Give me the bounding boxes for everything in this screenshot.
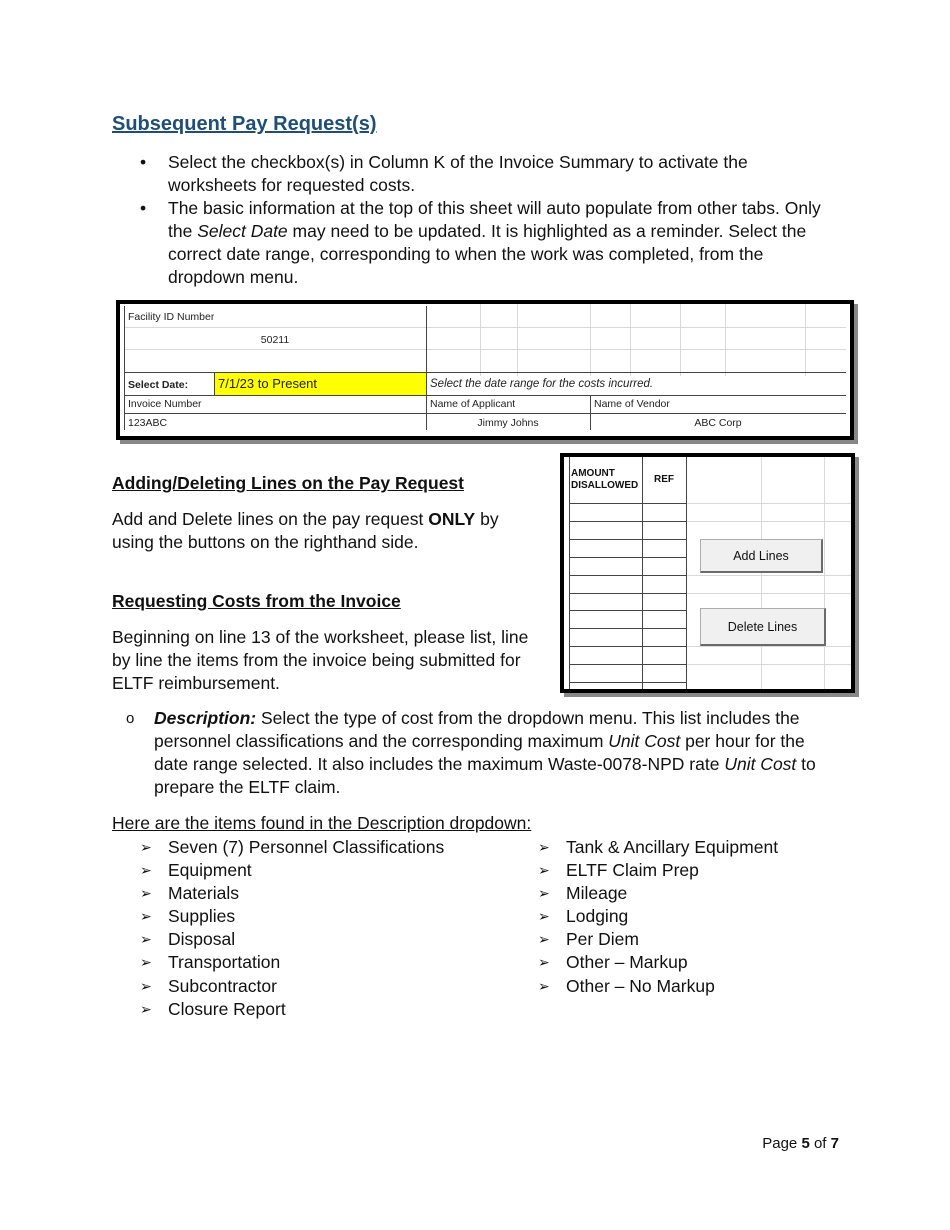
circle-bullet-icon: o (126, 710, 135, 727)
bullet-text: The basic information at the top of this sheet will auto populate from other tabs. Only the (168, 198, 821, 241)
description-text (154, 707, 834, 799)
list-item (538, 836, 778, 859)
dropdown-items-label: Here are the items found in the Description dropdown: (112, 813, 532, 833)
list-item-text: Transportation (168, 952, 281, 973)
desc-text: to prepare the ELTF claim. (154, 754, 816, 797)
arrow-bullet-icon: ➢ (140, 839, 152, 855)
instructions-list (112, 151, 832, 289)
desc-emphasis: Unit Cost (724, 754, 797, 774)
vendor-name-label: Name of Vendor (594, 398, 670, 410)
arrow-bullet-icon: ➢ (538, 977, 550, 994)
arrow-bullet-icon: ➢ (140, 931, 152, 948)
arrow-bullet-icon: ➢ (140, 862, 152, 879)
dropdown-items-right (538, 836, 778, 998)
select-date-hint: Select the date range for the costs incurred. (430, 378, 654, 390)
list-item (538, 859, 778, 882)
list-item-text: Subcontractor (168, 975, 277, 996)
requesting-costs-text: Beginning on line 13 of the worksheet, please list, line by line the items from the invoice being submitted for ELTF reimbursement. (112, 627, 529, 693)
add-lines-button[interactable]: Add Lines (700, 539, 823, 573)
current-page: 5 (801, 1135, 810, 1152)
list-item-text: Other – Markup (566, 952, 688, 973)
list-item-text: ELTF Claim Prep (566, 860, 699, 881)
total-pages: 7 (830, 1135, 839, 1152)
adding-deleting-text (112, 508, 532, 554)
list-item-text: Seven (7) Personnel Classifications (168, 837, 445, 857)
desc-emphasis: Unit Cost (608, 731, 681, 751)
arrow-bullet-icon: ➢ (538, 908, 550, 925)
desc-text: per hour for the date range selected. It also includes the maximum Waste-0078-NPD rate (154, 731, 805, 774)
arrow-bullet-icon: ➢ (538, 931, 550, 948)
list-item-text: Tank & Ancillary Equipment (566, 837, 779, 857)
select-date-dropdown[interactable]: 7/1/23 to Present (215, 373, 426, 395)
add-delete-lines-sheet (560, 453, 855, 693)
arrow-bullet-icon: ➢ (140, 977, 152, 994)
arrow-bullet-icon: ➢ (140, 954, 152, 971)
delete-lines-button[interactable]: Delete Lines (700, 608, 826, 646)
para-text: by using the buttons on the righthand side. (112, 509, 499, 552)
arrow-bullet-icon: ➢ (538, 885, 550, 902)
facility-id-value: 50211 (260, 334, 290, 346)
list-item-text: Other – No Markup (566, 975, 715, 996)
bullet-text: may need to be updated. It is highlighted as a reminder. Select the correct date range, corresponding to when the work was completed, from the dropdown menu. (168, 221, 807, 287)
applicant-name-value: Jimmy Johns (477, 417, 539, 429)
list-item-text: Closure Report (168, 998, 286, 1019)
bullet-emphasis: Select Date (197, 221, 288, 241)
vendor-name-value: ABC Corp (694, 417, 742, 429)
list-item (140, 859, 444, 882)
list-item-text: Supplies (168, 906, 236, 927)
list-item-text: Lodging (566, 906, 629, 927)
header-line: DISALLOWED (571, 480, 639, 491)
header-line: AMOUNT (571, 468, 615, 479)
facility-id-label: Facility ID Number (128, 311, 215, 323)
applicant-name-label: Name of Applicant (430, 398, 516, 410)
list-item-text: Materials (168, 883, 239, 904)
section-title: Subsequent Pay Request(s) (112, 113, 377, 135)
arrow-bullet-icon: ➢ (538, 954, 550, 971)
arrow-bullet-icon: ➢ (140, 908, 152, 925)
page-number (762, 1132, 839, 1155)
desc-text: Select the type of cost from the dropdown menu. This list includes the personnel classifications and the corresponding maximum (154, 708, 800, 751)
list-item (140, 951, 444, 974)
bullet-text: Select the checkbox(s) in Column K of the Invoice Summary to activate the worksheets for requested costs. (168, 152, 748, 195)
ref-header: REF (654, 474, 674, 485)
list-item (140, 975, 444, 998)
list-item (140, 928, 444, 951)
arrow-bullet-icon: ➢ (538, 862, 550, 879)
arrow-bullet-icon: ➢ (140, 885, 152, 902)
list-item (140, 905, 444, 928)
invoice-number-value: 123ABC (128, 417, 168, 429)
list-item-text: Equipment (168, 860, 252, 881)
arrow-bullet-icon: ➢ (538, 839, 550, 855)
para-text: Add and Delete lines on the pay request (112, 509, 429, 529)
list-item (538, 951, 778, 974)
footer-text: of (813, 1135, 827, 1152)
adding-deleting-heading: Adding/Deleting Lines on the Pay Request (112, 473, 464, 493)
amount-disallowed-header (571, 468, 638, 492)
arrow-bullet-icon: ➢ (140, 1000, 152, 1017)
list-item (538, 975, 778, 998)
requesting-costs-heading: Requesting Costs from the Invoice (112, 591, 401, 611)
select-date-label: Select Date: (128, 379, 189, 391)
list-item (538, 905, 778, 928)
list-item (538, 928, 778, 951)
bullet-item (112, 197, 832, 289)
list-item-text: Per Diem (566, 929, 639, 950)
list-item (538, 882, 778, 905)
pay-request-header-sheet (116, 300, 854, 440)
list-item-text: Mileage (566, 883, 628, 904)
list-item (140, 998, 444, 1021)
invoice-number-label: Invoice Number (128, 398, 202, 410)
para-strong: ONLY (428, 509, 476, 529)
description-label: Description: (154, 708, 257, 728)
list-item-text: Disposal (168, 929, 236, 950)
footer-text: Page (762, 1135, 798, 1152)
dropdown-items-left (140, 836, 444, 1021)
list-item (140, 836, 444, 859)
list-item (140, 882, 444, 905)
bullet-item (112, 151, 832, 197)
